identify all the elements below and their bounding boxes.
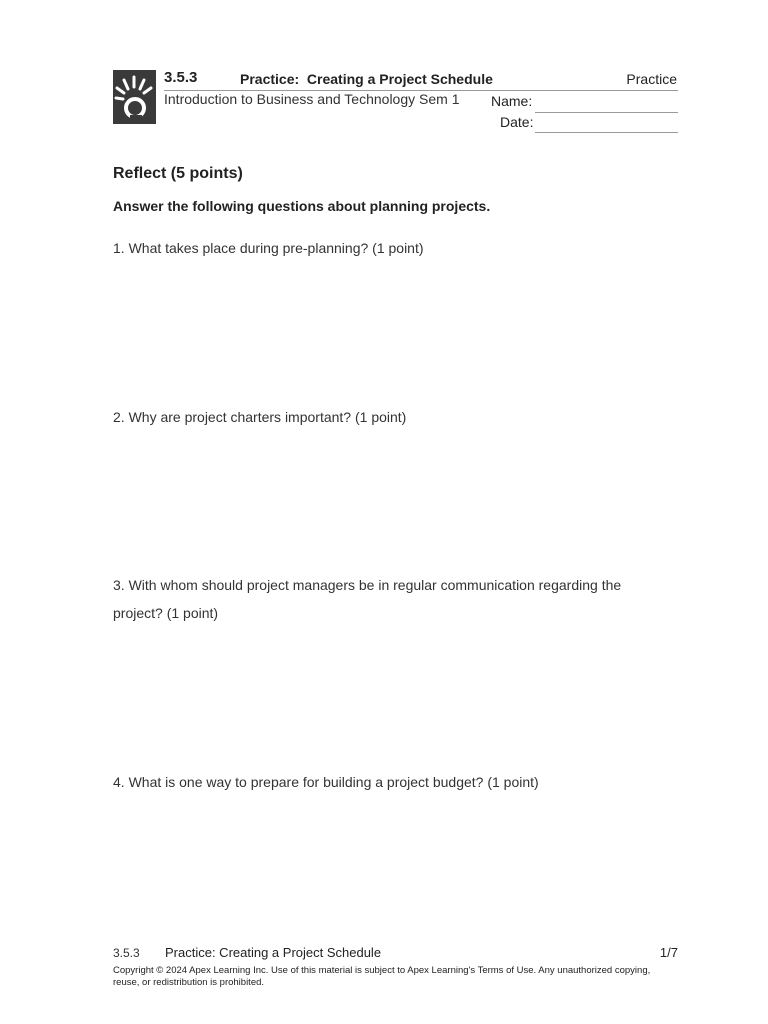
section-title: Reflect (5 points): [113, 165, 243, 182]
lesson-number: 3.5.3: [164, 69, 198, 86]
apex-learning-logo-icon: [113, 70, 156, 124]
name-field-line[interactable]: [535, 112, 678, 113]
name-label: Name:: [491, 93, 533, 109]
footer-lesson-number: 3.5.3: [113, 946, 140, 960]
course-name: Introduction to Business and Technology Sem 1: [164, 91, 460, 107]
date-field-line[interactable]: [535, 132, 678, 133]
question-1: 1. What takes place during pre-planning? (1 point): [113, 240, 424, 256]
question-4: 4. What is one way to prepare for building a project budget? (1 point): [113, 774, 539, 790]
date-label: Date:: [500, 114, 534, 130]
question-3: 3. With whom should project managers be in regular communication regarding the project? (1 point): [113, 577, 622, 621]
footer-title: Practice: Creating a Project Schedule: [165, 945, 382, 960]
copyright-notice: Copyright © 2024 Apex Learning Inc. Use of this material is subject to Apex Learning's Terms of Use. Any unauthorized copying, reuse, or redistribution is prohibited.: [113, 965, 651, 988]
instruction-text: Answer the following questions about planning projects.: [113, 198, 491, 214]
document-title: Practice: Creating a Project Schedule: [240, 71, 493, 87]
page-number: 1/7: [659, 945, 678, 960]
document-type: Practice: [626, 71, 677, 87]
question-2: 2. Why are project charters important? (1 point): [113, 409, 407, 425]
